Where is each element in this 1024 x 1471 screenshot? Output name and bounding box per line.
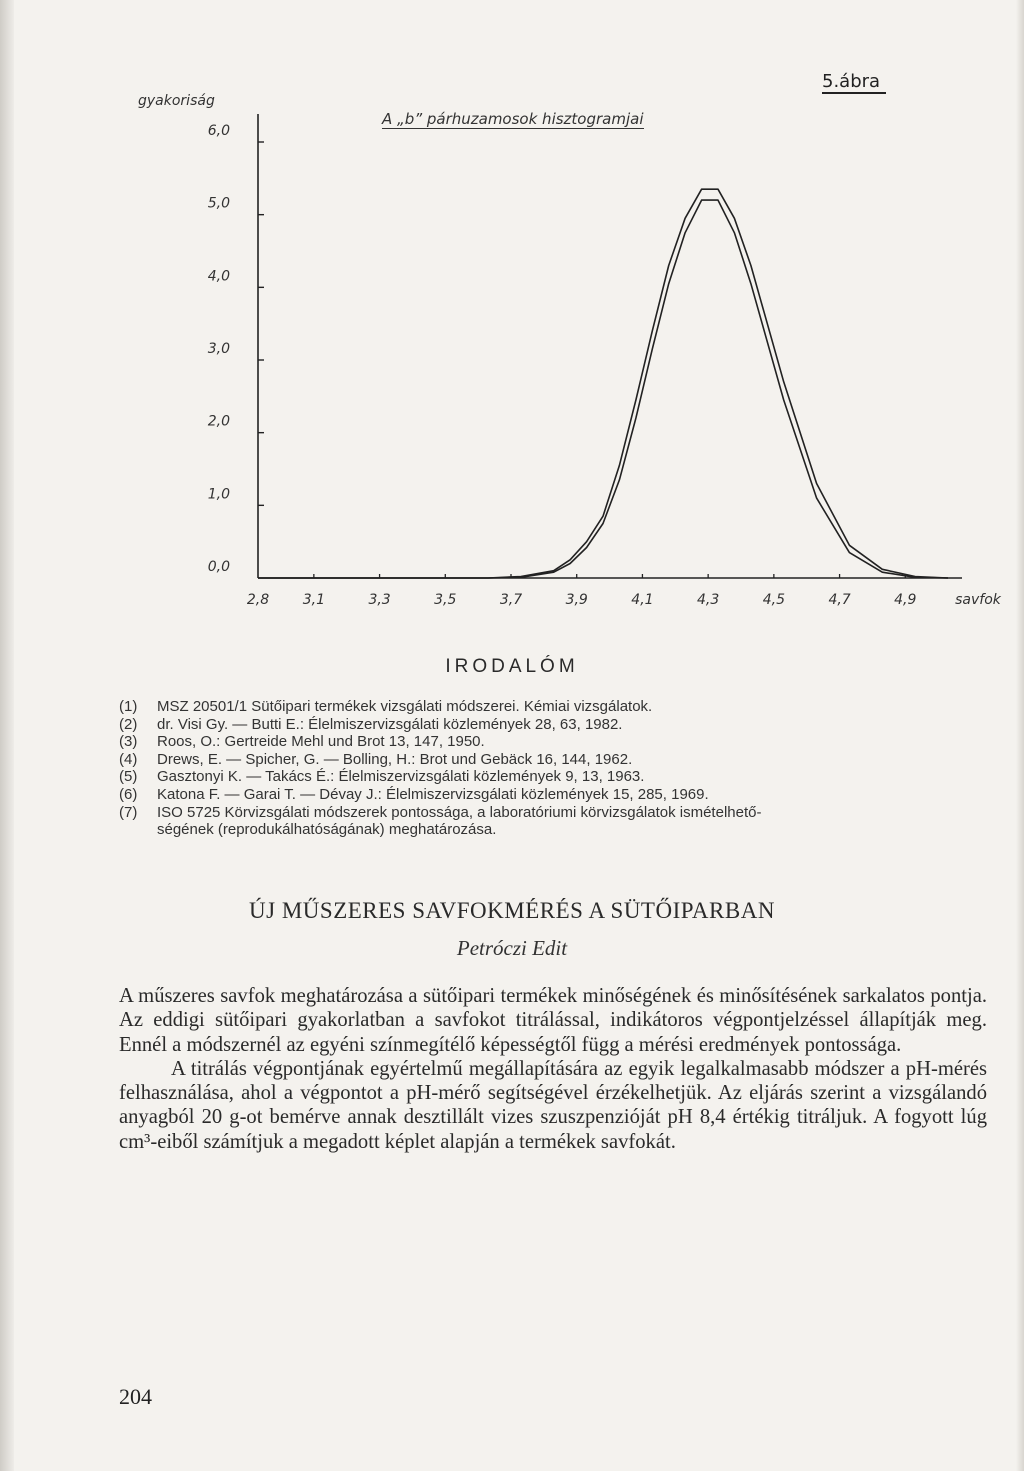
- x-tick-label: 3,7: [499, 592, 523, 608]
- y-tick-label: 0,0: [207, 559, 230, 575]
- y-tick-label: 1,0: [207, 486, 230, 503]
- reference-number: (2): [119, 715, 138, 733]
- reference-text: Drews, E. — Spicher, G. — Bolling, H.: Brot und Gebäck 16, 144, 1962.: [157, 750, 633, 768]
- reference-item: [119, 786, 889, 804]
- y-tick-label: 5,0: [207, 195, 230, 212]
- reference-text: Roos, O.: Gertreide Mehl und Brot 13, 147, 1950.: [157, 733, 485, 751]
- reference-text: MSZ 20501/1 Sütőipari termékek vizsgálati módszerei. Kémiai vizsgálatok.: [157, 698, 653, 715]
- figure-label: 5.ábra: [822, 72, 886, 94]
- reference-item: [119, 751, 889, 769]
- reference-text: ISO 5725 Körvizsgálati módszerek pontossága, a laboratóriumi körvizsgálatok ismételhető-: [157, 803, 762, 821]
- y-axis-label: gyakoriság: [138, 93, 215, 109]
- x-tick-label: 4,9: [894, 592, 917, 608]
- reference-number: (5): [119, 768, 138, 786]
- x-tick-label: 2,8: [246, 592, 270, 608]
- x-tick-label: 3,3: [368, 592, 391, 608]
- figure-title: A „b” párhuzamosok hisztogramjai: [382, 110, 644, 128]
- reference-item: [119, 768, 889, 786]
- histogram-series-line-1: [258, 189, 948, 578]
- y-tick-label: 4,0: [207, 268, 230, 285]
- reference-number: (7): [119, 803, 138, 821]
- article-title: ÚJ MŰSZERES SAVFOKMÉRÉS A SÜTŐIPARBAN: [249, 898, 775, 923]
- x-tick-label: 4,1: [631, 592, 654, 608]
- x-tick-label: 4,5: [762, 592, 785, 608]
- reference-item: [119, 716, 889, 734]
- y-tick-label: 3,0: [207, 341, 230, 357]
- reference-text: Gasztonyi K. — Takács É.: Élelmiszervizsgálati közlemények 9, 13, 1963.: [157, 768, 645, 786]
- x-tick-label: 3,1: [302, 592, 325, 608]
- histogram-series-line-2: [258, 200, 948, 578]
- reference-text-continued: ségének (reprodukálhatóságának) meghatározása.: [157, 821, 497, 839]
- x-tick-label: 3,5: [434, 592, 457, 608]
- article-paragraph: A titrálás végpontjának egyértelmű megállapítására az egyik legalkalmasabb módszer a pH-mérés felhasználása, ahol a végpontot a pH-mérő segítségével érzékelhetjük. Az eljárás szerint a vizsgálandó anyagból 20 g-ot bemérve annak desztillált vizes szuszpenzióját pH 8,4 értékig titráljuk. A fogyott lúg cm³-eiből számítjuk a megadott képlet alapján a termékek savfokát.: [119, 1057, 987, 1153]
- reference-item: [119, 698, 889, 716]
- article-paragraph: A műszeres savfok meghatározása a sütőipari termékek minőségének és minősítésének sarkalatos pontja. Az eddigi sütőipari gyakorlatban a savfokot titrálással, indikátoros végpontjelzéssel állapítják meg. Ennél a módszernél az egyéni színmegítélő képességtől függ a mérési eredmények pontossága.: [119, 985, 987, 1056]
- reference-number: (6): [119, 785, 138, 803]
- y-tick-label: 6,0: [207, 123, 230, 139]
- x-tick-label: 4,3: [697, 592, 720, 608]
- reference-item: [119, 804, 889, 822]
- reference-number: (1): [119, 698, 138, 715]
- x-axis-label: savfok: [955, 592, 1001, 608]
- page-number: 204: [119, 1384, 152, 1409]
- references-heading: IRODALÓM: [445, 656, 579, 677]
- reference-number: (3): [119, 733, 138, 751]
- references-list: [119, 698, 889, 839]
- y-tick-label: 2,0: [207, 413, 230, 430]
- histogram-chart: [0, 0, 1024, 650]
- article-author: Petróczi Edit: [456, 936, 568, 960]
- reference-number: (4): [119, 750, 138, 768]
- histogram-figure: [0, 0, 1024, 650]
- reference-item: [119, 733, 889, 751]
- reference-text: dr. Visi Gy. — Butti E.: Élelmiszervizsgálati közlemények 28, 63, 1982.: [157, 715, 623, 733]
- reference-text: Katona F. — Garai T. — Dévay J.: Élelmiszervizsgálati közlemények 15, 285, 1969.: [157, 785, 709, 803]
- article-body: [119, 984, 987, 1154]
- x-tick-label: 3,9: [565, 592, 588, 608]
- x-tick-label: 4,7: [828, 592, 851, 608]
